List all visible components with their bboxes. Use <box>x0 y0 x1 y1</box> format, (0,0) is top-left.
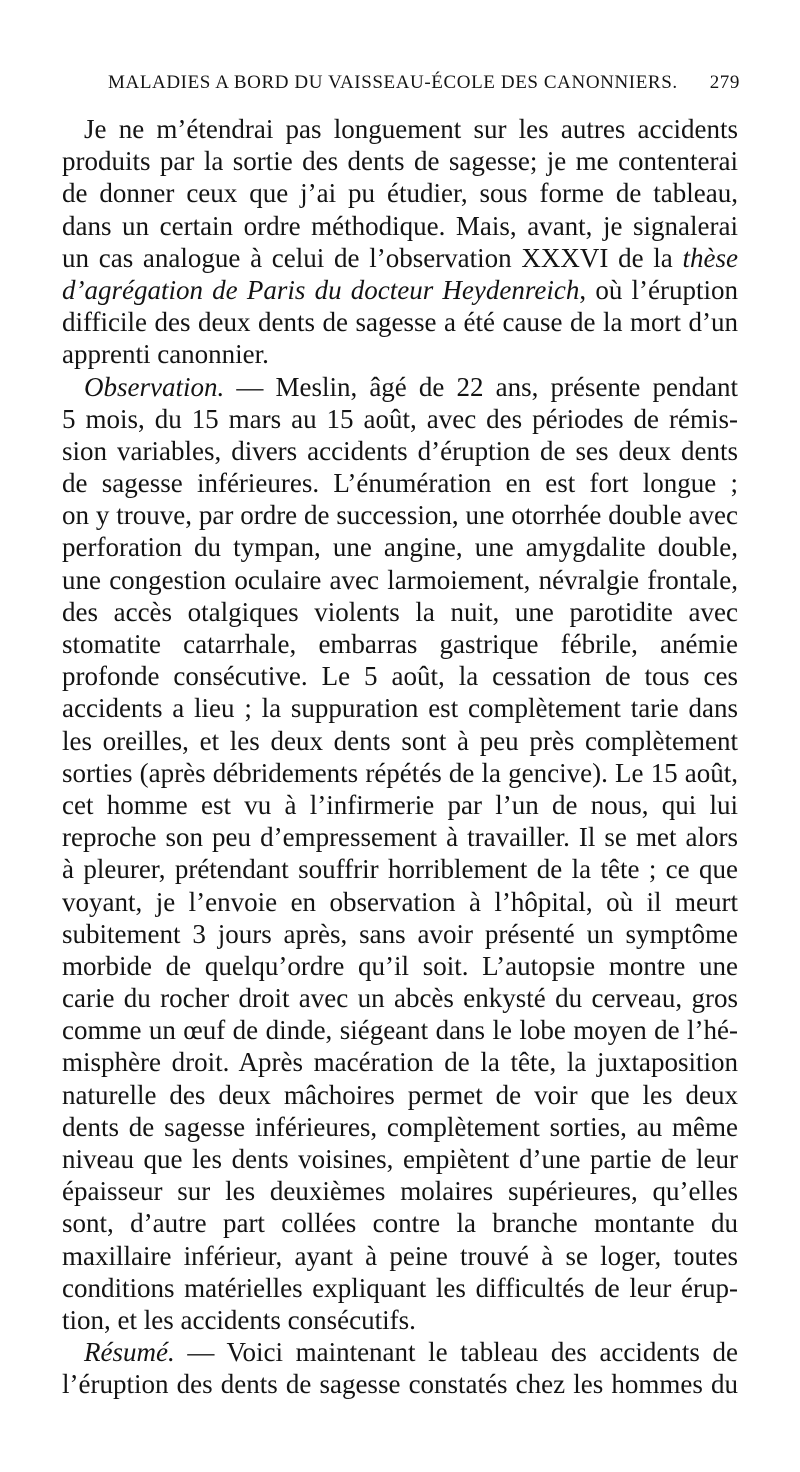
text-line: morbide de quelqu’ordre qu’il soit. L’autopsie montre une <box>62 950 738 981</box>
page-number: 279 <box>709 72 740 93</box>
text-line: l’éruption des dents de sagesse constatés chez les hommes du <box>62 1369 738 1400</box>
italic-text: d’agrégation de Paris du docteur Heydenreich <box>62 274 580 305</box>
text-line: produits par la sortie des dents de sagesse; je me contenterai <box>62 146 738 177</box>
text-line: cet homme est vu à l’infirmerie par l’un de nous, qui lui <box>62 789 738 820</box>
text-line: sorties (après débridements répétés de la gencive). Le 15 août, <box>62 757 738 788</box>
text-line: accidents a lieu ; la suppuration est complètement tarie dans <box>62 693 738 724</box>
text-line: comme un œuf de dinde, siégeant dans le lobe moyen de l’hé- <box>62 1015 738 1046</box>
text-line: carie du rocher droit avec un abcès enkysté du cerveau, gros <box>62 983 738 1014</box>
running-title: MALADIES A BORD DU VAISSEAU-ÉCOLE DES CANONNIERS. <box>108 72 678 93</box>
text-line: subitement 3 jours après, sans avoir présenté un symptôme <box>62 918 738 949</box>
text-line: tion, et les accidents consécutifs. <box>62 1304 416 1335</box>
text-line: voyant, je l’envoie en observation à l’hôpital, où il meurt <box>62 886 738 917</box>
text-line: dans un certain ordre méthodique. Mais, avant, je signalerai <box>62 210 738 241</box>
text-line: apprenti canonnier. <box>62 339 269 370</box>
body-text <box>62 113 738 1401</box>
text-line: niveau que les dents voisines, empiètent d’une partie de leur <box>62 1144 738 1174</box>
text-line: de sagesse inférieures. L’énumération en est fort longue ; <box>62 468 738 499</box>
text-line: on y trouve, par ordre de succession, une otorrhée double avec <box>62 500 738 531</box>
text-line: difficile des deux dents de sagesse a été cause de la mort d’un <box>62 307 738 338</box>
text-line: 5 mois, du 15 mars au 15 août, avec des périodes de rémis- <box>62 403 738 434</box>
text-line: sion variables, divers accidents d’éruption de ses deux dents <box>62 435 738 466</box>
section-label-resume: Résumé. <box>84 1337 175 1368</box>
text-line: profonde consécutive. Le 5 août, la cessation de tous ces <box>62 661 738 692</box>
text-line: de donner ceux que j’ai pu étudier, sous forme de tableau, <box>62 178 738 209</box>
text-line: naturelle des deux mâchoires permet de voir que les deux <box>62 1079 738 1110</box>
text-line: à pleurer, prétendant souffrir horriblement de la tête ; ce que <box>62 854 738 885</box>
text-line: reproche son peu d’empressement à travailler. Il se met alors <box>62 822 738 853</box>
text-line: des accès otalgiques violents la nuit, une parotidite avec <box>62 596 738 627</box>
section-label-observation: Observation. <box>84 371 225 402</box>
text-line: Je ne m’étendrai pas longuement sur les autres accidents <box>84 114 738 144</box>
text-line: perforation du tympan, une angine, une amygdalite double, <box>62 532 738 563</box>
text-line: les oreilles, et les deux dents sont à peu près complètement <box>62 725 738 756</box>
italic-text: thèse <box>682 242 738 273</box>
text-line: un cas analogue à celui de l’observation XXXVI de la thèse <box>62 242 738 273</box>
text-line: sont, d’autre part collées contre la branche montante du <box>62 1208 738 1239</box>
text-line: Résumé. — Voici maintenant le tableau des accidents de <box>84 1337 738 1368</box>
text-line: épaisseur sur les deuxièmes molaires supérieures, qu’elles <box>62 1176 738 1207</box>
text-line: une congestion oculaire avec larmoiement, névralgie frontale, <box>62 564 738 595</box>
text-line: dents de sagesse inférieures, complètement sorties, au même <box>62 1111 738 1142</box>
running-head <box>108 72 740 102</box>
text-line: Observation. — Meslin, âgé de 22 ans, présente pendant <box>84 371 738 402</box>
text-line: maxillaire inférieur, ayant à peine trouvé à se loger, toutes <box>62 1240 738 1271</box>
text-line: d’agrégation de Paris du docteur Heydenreich, où l’éruption <box>62 274 738 305</box>
text-line: misphère droit. Après macération de la tête, la juxtaposition <box>62 1047 738 1078</box>
text-line: conditions matérielles expliquant les difficultés de leur érup- <box>62 1272 738 1303</box>
text-line: stomatite catarrhale, embarras gastrique fébrile, anémie <box>62 629 738 659</box>
